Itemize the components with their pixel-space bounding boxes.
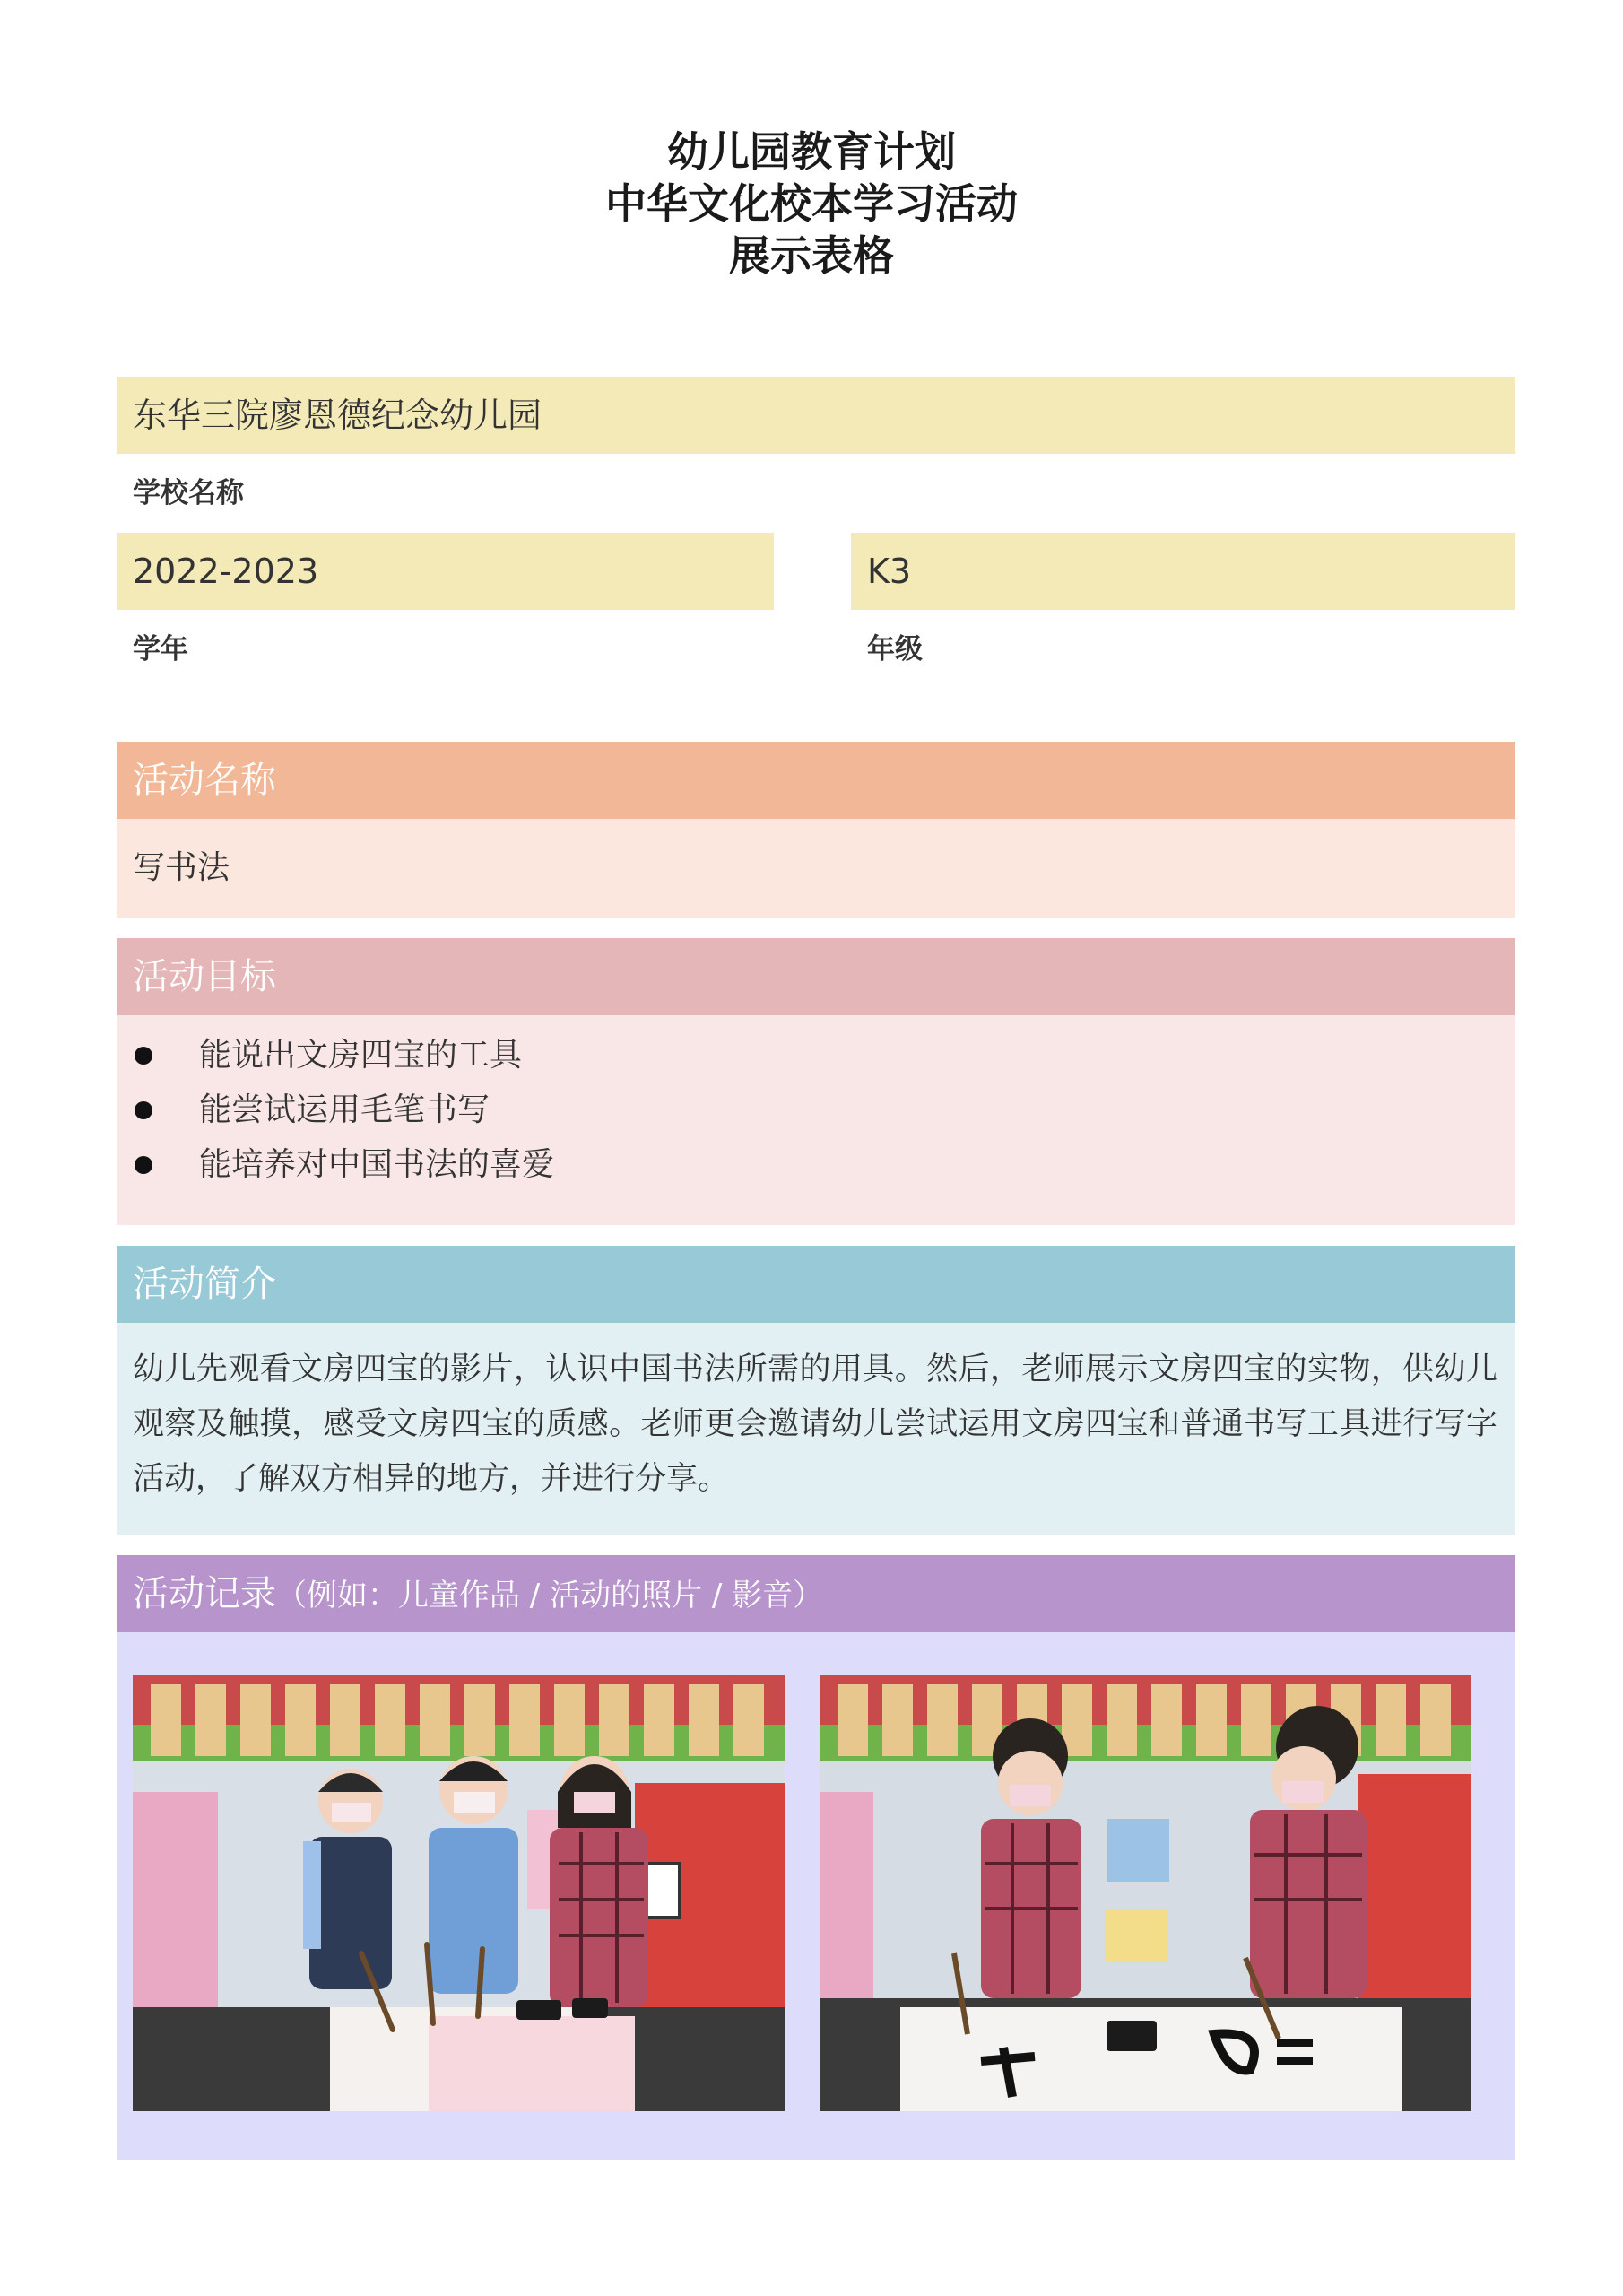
record-heading-wrap <box>133 1555 823 1634</box>
school-year-caption: 学年 <box>133 633 188 665</box>
introduction-text: 幼儿先观看文房四宝的影片，认识中国书法所需的用具。然后，老师展示文房四宝的实物，供幼儿观察及触摸，感受文房四宝的质感。老师更会邀请幼儿尝试运用文房四宝和普通书写工具进行写字活动，了解双方相异的地方，并进行分享。 <box>133 1352 1497 1497</box>
school-year-value: 2022-2023 <box>133 552 319 591</box>
grade-caption: 年级 <box>867 633 923 665</box>
school-year-field <box>117 533 774 610</box>
objectives-body <box>117 1015 1515 1225</box>
record-subheading: （例如：儿童作品 / 活动的照片 / 影音） <box>276 1578 824 1613</box>
activity-name-heading: 活动名称 <box>133 760 276 801</box>
objectives-header <box>117 938 1515 1015</box>
activity-name-header <box>117 742 1515 819</box>
record-heading: 活动记录 <box>133 1573 276 1614</box>
grade-value: K3 <box>867 552 912 591</box>
introduction-heading: 活动简介 <box>133 1264 276 1305</box>
title-line-1: 幼儿园教育计划 <box>667 127 956 176</box>
objective-text: 能尝试运用毛笔书写 <box>199 1091 490 1128</box>
activity-photo-1 <box>133 1675 785 2111</box>
record-header <box>117 1555 1515 1632</box>
grade-field <box>851 533 1515 610</box>
activity-name-body <box>117 819 1515 918</box>
school-name-value: 东华三院廖恩德纪念幼儿园 <box>133 396 542 435</box>
title-line-3: 展示表格 <box>729 231 894 280</box>
objectives-heading: 活动目标 <box>133 956 276 997</box>
objective-item <box>117 1028 1515 1083</box>
objective-text: 能说出文房四宝的工具 <box>199 1037 523 1074</box>
objectives-list <box>117 1028 1515 1192</box>
title-line-2: 中华文化校本学习活动 <box>605 179 1018 228</box>
objective-item <box>117 1083 1515 1137</box>
bullet-icon <box>135 1047 152 1065</box>
bullet-icon <box>135 1101 152 1119</box>
objective-item <box>117 1137 1515 1192</box>
school-name-field <box>117 377 1515 454</box>
record-body <box>117 1632 1515 2160</box>
bullet-icon <box>135 1156 152 1174</box>
school-name-caption: 学校名称 <box>133 477 244 509</box>
activity-photo-2 <box>820 1675 1471 2111</box>
introduction-body <box>117 1323 1515 1535</box>
introduction-header <box>117 1246 1515 1323</box>
activity-name-value: 写书法 <box>133 849 230 886</box>
objective-text: 能培养对中国书法的喜爱 <box>199 1146 555 1183</box>
page-title <box>0 126 1623 282</box>
